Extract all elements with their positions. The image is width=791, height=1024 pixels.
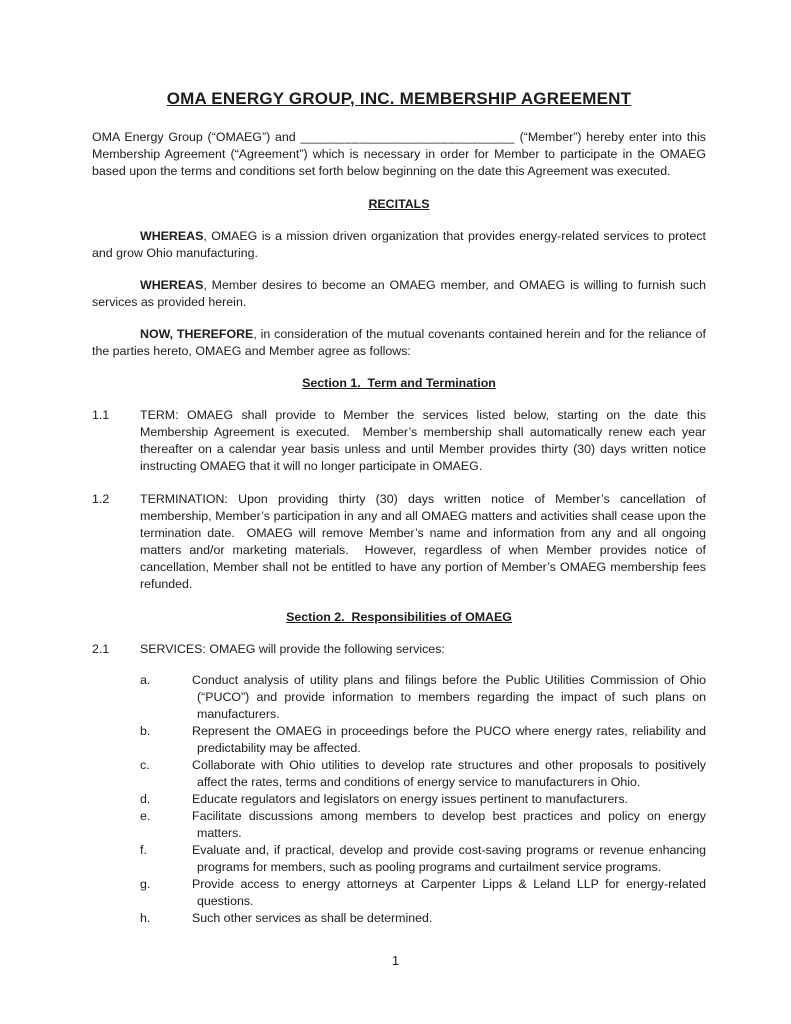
member-name-blank: _____________________________ (300, 130, 515, 144)
clause-1-2 (92, 491, 706, 593)
clause-2-1 (92, 641, 706, 658)
service-item-a (140, 672, 706, 723)
now-therefore-paragraph (92, 326, 706, 360)
recitals-heading: RECITALS (368, 197, 430, 211)
service-letter: f. (140, 843, 147, 857)
service-item-g (140, 876, 706, 910)
service-text: Facilitate discussions among members to develop best practices and policy on energy matters. (192, 809, 706, 840)
service-letter: h. (140, 911, 151, 925)
section-1-heading: Section 1. Term and Termination (302, 376, 496, 390)
service-letter: g. (140, 877, 151, 891)
services-list (140, 672, 706, 927)
section-2-heading: Section 2. Responsibilities of OMAEG (286, 610, 512, 624)
whereas-body: , Member desires to become an OMAEG member, and OMAEG is willing to furnish such services as provided herein. (92, 278, 706, 309)
service-text: Collaborate with Ohio utilities to develop rate structures and other proposals to positively affect the rates, terms and conditions of energy service to manufacturers in Ohio. (192, 758, 706, 789)
service-item-h (140, 910, 706, 927)
intro-text-after-blank: (“Member”) hereby enter into this Membership Agreement (“Agreement”) which is necessary in order for Member to participate in the OMAEG based upon the terms and conditions set forth below beginning on the date this Agreement was executed. (92, 130, 706, 178)
whereas-lead: WHEREAS (140, 278, 204, 292)
now-therefore-lead: NOW, THEREFORE (140, 327, 254, 341)
service-text: Represent the OMAEG in proceedings before the PUCO where energy rates, reliability and predictability may be affected. (192, 724, 706, 755)
clause-number: 1.1 (92, 408, 110, 422)
whereas-lead: WHEREAS (140, 229, 204, 243)
service-letter: c. (140, 758, 150, 772)
document-title: OMA ENERGY GROUP, INC. MEMBERSHIP AGREEMENT (166, 89, 632, 108)
service-item-b (140, 723, 706, 757)
service-letter: d. (140, 792, 151, 806)
whereas-paragraph-2 (92, 277, 706, 311)
service-item-f (140, 842, 706, 876)
clause-text: SERVICES: OMAEG will provide the following services: (140, 642, 445, 656)
clause-number: 1.2 (92, 492, 110, 506)
clause-number: 2.1 (92, 642, 110, 656)
now-therefore-body: , in consideration of the mutual covenants contained herein and for the reliance of the parties hereto, OMAEG and Member agree as follows: (92, 327, 706, 358)
service-item-d (140, 791, 706, 808)
service-item-c (140, 757, 706, 791)
service-item-e (140, 808, 706, 842)
page-number: 1 (391, 953, 400, 968)
service-letter: e. (140, 809, 151, 823)
service-letter: b. (140, 724, 151, 738)
service-text: Such other services as shall be determined. (192, 911, 433, 925)
intro-text-before-blank: OMA Energy Group (“OMAEG”) and (92, 130, 296, 144)
whereas-body: , OMAEG is a mission driven organization that provides energy-related services to protect and grow Ohio manufacturing. (92, 229, 706, 260)
clause-text: TERM: OMAEG shall provide to Member the services listed below, starting on the date this Membership Agreement is executed. Member’s membership shall automatically renew each year thereafter on a calendar year basis unless and until Member provides thirty (30) days written notice instructing OMAEG that it will no longer participate in OMAEG. (140, 408, 706, 473)
service-letter: a. (140, 673, 151, 687)
whereas-paragraph-1 (92, 228, 706, 262)
clause-text: TERMINATION: Upon providing thirty (30) days written notice of Member’s cancellation of membership, Member’s participation in any and all OMAEG matters and activities shall cease upon the termination date. OMAEG will remove Member’s name and information from any and all ongoing matters and/or marketing materials. However, regardless of when Member provides notice of cancellation, Member shall not be entitled to have any portion of Member’s OMAEG membership fees refunded. (140, 492, 706, 591)
service-text: Educate regulators and legislators on energy issues pertinent to manufacturers. (192, 792, 628, 806)
service-text: Provide access to energy attorneys at Carpenter Lipps & Leland LLP for energy-related questions. (192, 877, 706, 908)
intro-paragraph (92, 129, 706, 180)
service-text: Conduct analysis of utility plans and filings before the Public Utilities Commission of Ohio (“PUCO”) and provide information to members regarding the impact of such plans on manufacturers. (192, 673, 706, 721)
clause-1-1 (92, 407, 706, 475)
service-text: Evaluate and, if practical, develop and provide cost-saving programs or revenue enhancing programs for members, such as pooling programs and curtailment service programs. (192, 843, 706, 874)
